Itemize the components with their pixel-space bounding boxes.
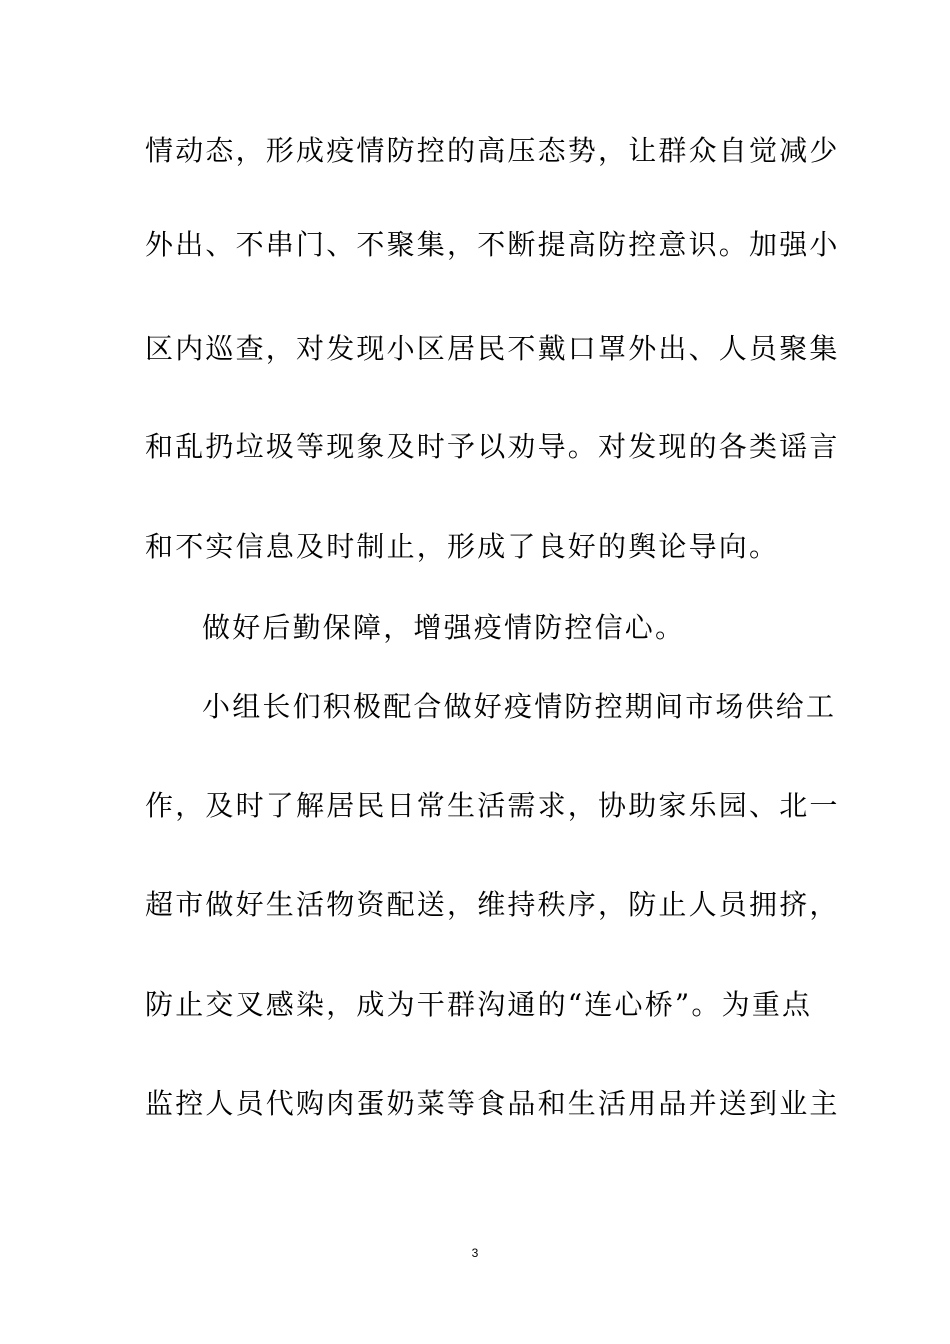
text-line-10: 防止交叉感染，成为干群沟通的“连心桥”。为重点 bbox=[145, 988, 813, 1021]
page-number: 3 bbox=[471, 1246, 479, 1260]
text-line-11: 监控人员代购肉蛋奶菜等食品和生活用品并送到业主 bbox=[145, 1087, 840, 1120]
text-line-5: 和不实信息及时制止，形成了良好的舆论导向。 bbox=[145, 530, 780, 563]
text-line-3: 区内巡查，对发现小区居民不戴口罩外出、人员聚集 bbox=[145, 332, 840, 365]
text-line-7: 小组长们积极配合做好疫情防控期间市场供给工 bbox=[202, 690, 837, 723]
text-line-1: 情动态，形成疫情防控的高压态势，让群众自觉减少 bbox=[145, 134, 840, 167]
section-heading: 做好后勤保障，增强疫情防控信心。 bbox=[202, 611, 686, 644]
text-line-4: 和乱扔垃圾等现象及时予以劝导。对发现的各类谣言 bbox=[145, 430, 840, 463]
text-line-2: 外出、不串门、不聚集，不断提高防控意识。加强小 bbox=[145, 228, 840, 261]
text-line-8: 作，及时了解居民日常生活需求，协助家乐园、北一 bbox=[145, 789, 840, 822]
text-line-9: 超市做好生活物资配送，维持秩序，防止人员拥挤， bbox=[145, 888, 840, 921]
